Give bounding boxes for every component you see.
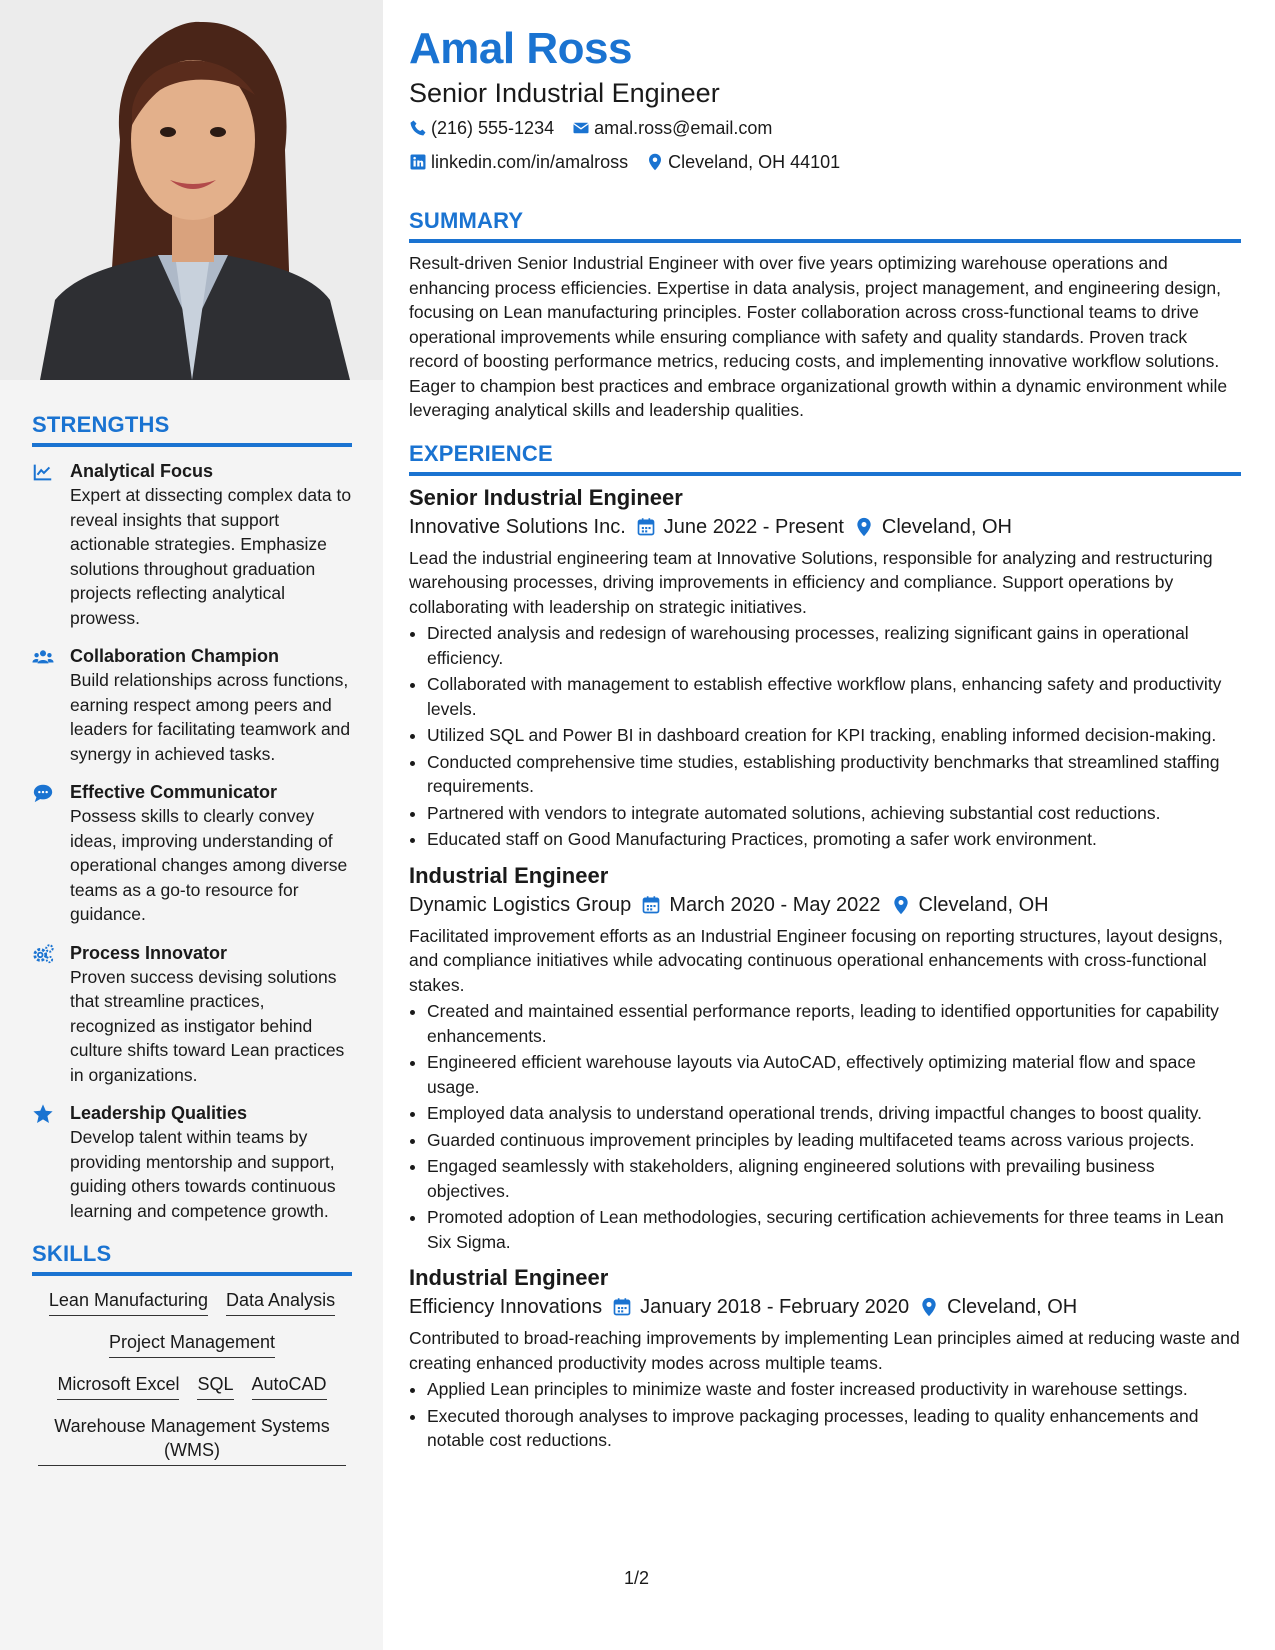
chat-bubble-icon: [32, 780, 70, 927]
skill-tag: Microsoft Excel: [57, 1372, 179, 1400]
strength-description: Build relationships across functions, earning respect among peers and leaders for facilitating teamwork and synergy in achieved tasks.: [70, 670, 351, 764]
location-pin-icon: [854, 517, 874, 537]
job-bullet: • Educated staff on Good Manufacturing Practices, promoting a safer work environment.: [427, 827, 1241, 852]
strength-item: [32, 1101, 352, 1223]
strengths-heading: STRENGTHS: [32, 412, 352, 447]
strength-title: Analytical Focus: [70, 461, 214, 481]
summary-text: Result-driven Senior Industrial Engineer with over five years optimizing warehouse operations and enhancing process efficiencies. Expertise in data analysis, project management, and engineering design, focusing on Lean manufacturing principles. Foster collaboration across cross-functional teams to drive operational improvements while ensuring compliance with safety and quality standards. Proven track record of boosting performance metrics, reducing costs, and implementing innovative workflow solutions. Eager to champion best practices and embrace organizational growth within a dynamic environment while leveraging analytical skills and leadership qualities.: [409, 253, 1228, 420]
job-bullet: • Conducted comprehensive time studies, establishing productivity benchmarks that streamlined staffing requirements.: [427, 750, 1241, 799]
summary-section: [409, 208, 1241, 423]
job-dates: March 2020 - May 2022: [669, 893, 881, 916]
job-description: Lead the industrial engineering team at Innovative Solutions, responsible for analyzing and restructuring warehousing processes, driving improvements in efficiency and compliance. Support operations by collaborating with leadership on strategic initiatives.: [409, 547, 1213, 617]
job-entry: [409, 862, 1241, 1255]
main-content: [409, 22, 1241, 1455]
linkedin-link[interactable]: linkedin.com/in/amalross: [431, 152, 629, 172]
skills-heading: SKILLS: [32, 1241, 352, 1276]
strength-title: Collaboration Champion: [70, 646, 279, 666]
job-bullet: • Partnered with vendors to integrate automated solutions, achieving substantial cost reductions.: [427, 801, 1241, 826]
email-address[interactable]: amal.ross@email.com: [594, 118, 773, 138]
job-bullet: • Engaged seamlessly with stakeholders, aligning engineered solutions with prevailing business objectives.: [427, 1154, 1241, 1203]
skill-tag: Warehouse Management Systems (WMS): [38, 1414, 346, 1466]
company-name: Efficiency Innovations: [409, 1296, 603, 1318]
experience-heading: EXPERIENCE: [409, 441, 1241, 476]
job-bullet: • Collaborated with management to establish effective workflow plans, enhancing safety and productivity levels.: [427, 672, 1241, 721]
job-bullet: • Directed analysis and redesign of warehousing processes, realizing significant gains in operational efficiency.: [427, 621, 1241, 670]
job-description: Contributed to broad-reaching improvements by implementing Lean principles aimed at reducing waste and creating enhanced productivity modes across multiple teams.: [409, 1328, 1240, 1373]
strength-item: [32, 644, 352, 766]
job-title: Industrial Engineer: [409, 1265, 609, 1290]
gears-icon: [32, 941, 70, 1088]
skill-tag: AutoCAD: [252, 1372, 327, 1400]
sidebar: [0, 0, 383, 1650]
job-bullet: • Promoted adoption of Lean methodologies, securing certification achievements for three teams in Lean Six Sigma.: [427, 1205, 1241, 1254]
job-description: Facilitated improvement efforts as an Industrial Engineer focusing on reporting structures, layout designs, and compliance initiatives while advocating continuous operational enhancements with cross-functional stakes.: [409, 925, 1223, 995]
strength-description: Proven success devising solutions that streamline practices, recognized as instigator behind culture shifts toward Lean practices in organizations.: [70, 966, 345, 1085]
job-location: Cleveland, OH: [881, 515, 1012, 538]
chart-line-icon: [32, 459, 70, 630]
linkedin-icon: [409, 153, 427, 171]
location: Cleveland, OH 44101: [668, 152, 841, 172]
strength-item: [32, 459, 352, 630]
job-dates: January 2018 - February 2020: [640, 1296, 910, 1318]
skill-tag: SQL: [197, 1372, 233, 1400]
job-bullet: • Guarded continuous improvement principles by leading multifaceted teams across various projects.: [427, 1128, 1241, 1153]
calendar-icon: [636, 517, 656, 537]
job-bullet: • Executed thorough analyses to improve packaging processes, leading to quality enhancements and notable cost reductions.: [427, 1404, 1241, 1453]
job-bullet: • Engineered efficient warehouse layouts via AutoCAD, effectively optimizing material flow and space usage.: [427, 1050, 1241, 1099]
sidebar-content: [32, 412, 352, 1480]
job-entry: [409, 484, 1241, 852]
strength-description: Expert at dissecting complex data to reveal insights that support actionable strategies. Emphasize solutions throughout graduation projects reflecting analytical prowess.: [70, 485, 352, 628]
star-icon: [32, 1101, 70, 1223]
strength-description: Develop talent within teams by providing mentorship and support, guiding others towards continuous learning and competence growth.: [70, 1127, 336, 1221]
skill-tag: Project Management: [109, 1330, 275, 1358]
job-title: Senior Industrial Engineer: [409, 484, 683, 510]
calendar-icon: [641, 895, 661, 915]
strength-item: [32, 941, 352, 1088]
job-bullet: • Created and maintained essential performance reports, leading to identified opportunities for capability enhancements.: [427, 999, 1241, 1048]
users-icon: [32, 644, 70, 766]
phone-number: (216) 555-1234: [431, 118, 555, 138]
strength-title: Effective Communicator: [70, 782, 278, 802]
job-title: Industrial Engineer: [409, 862, 609, 888]
experience-section: [409, 441, 1241, 1453]
location-pin-icon: [646, 153, 664, 171]
calendar-icon: [612, 1297, 632, 1317]
job-bullet: • Applied Lean principles to minimize waste and foster increased productivity in warehouse settings.: [427, 1377, 1241, 1402]
page-number: 1/2: [624, 1568, 650, 1588]
email-icon: [572, 119, 590, 137]
summary-heading: SUMMARY: [409, 208, 1241, 243]
company-name: Innovative Solutions Inc.: [409, 515, 626, 538]
skills-section: [32, 1241, 352, 1466]
job-entry: [409, 1264, 1241, 1453]
job-dates: June 2022 - Present: [663, 515, 844, 538]
company-name: Dynamic Logistics Group: [409, 893, 632, 916]
strength-item: [32, 780, 352, 927]
phone-icon: [409, 119, 427, 137]
candidate-name: Amal Ross: [409, 24, 632, 73]
strength-title: Leadership Qualities: [70, 1103, 248, 1123]
job-bullet: • Utilized SQL and Power BI in dashboard creation for KPI tracking, enabling informed decision-making.: [427, 723, 1241, 748]
job-location: Cleveland, OH: [947, 1296, 1078, 1318]
job-location: Cleveland, OH: [918, 893, 1049, 916]
portrait-illustration: [0, 0, 383, 380]
location-pin-icon: [919, 1297, 939, 1317]
candidate-role: Senior Industrial Engineer: [409, 78, 720, 108]
location-pin-icon: [891, 895, 911, 915]
profile-photo: [0, 0, 383, 380]
strength-title: Process Innovator: [70, 942, 228, 963]
strength-description: Possess skills to clearly convey ideas, improving understanding of operational changes among diverse teams as a go-to resource for guidance.: [70, 806, 348, 924]
skill-tag: Data Analysis: [226, 1288, 335, 1316]
skill-tag: Lean Manufacturing: [49, 1288, 208, 1316]
job-bullet: • Employed data analysis to understand operational trends, driving impactful changes to boost quality.: [427, 1101, 1241, 1126]
